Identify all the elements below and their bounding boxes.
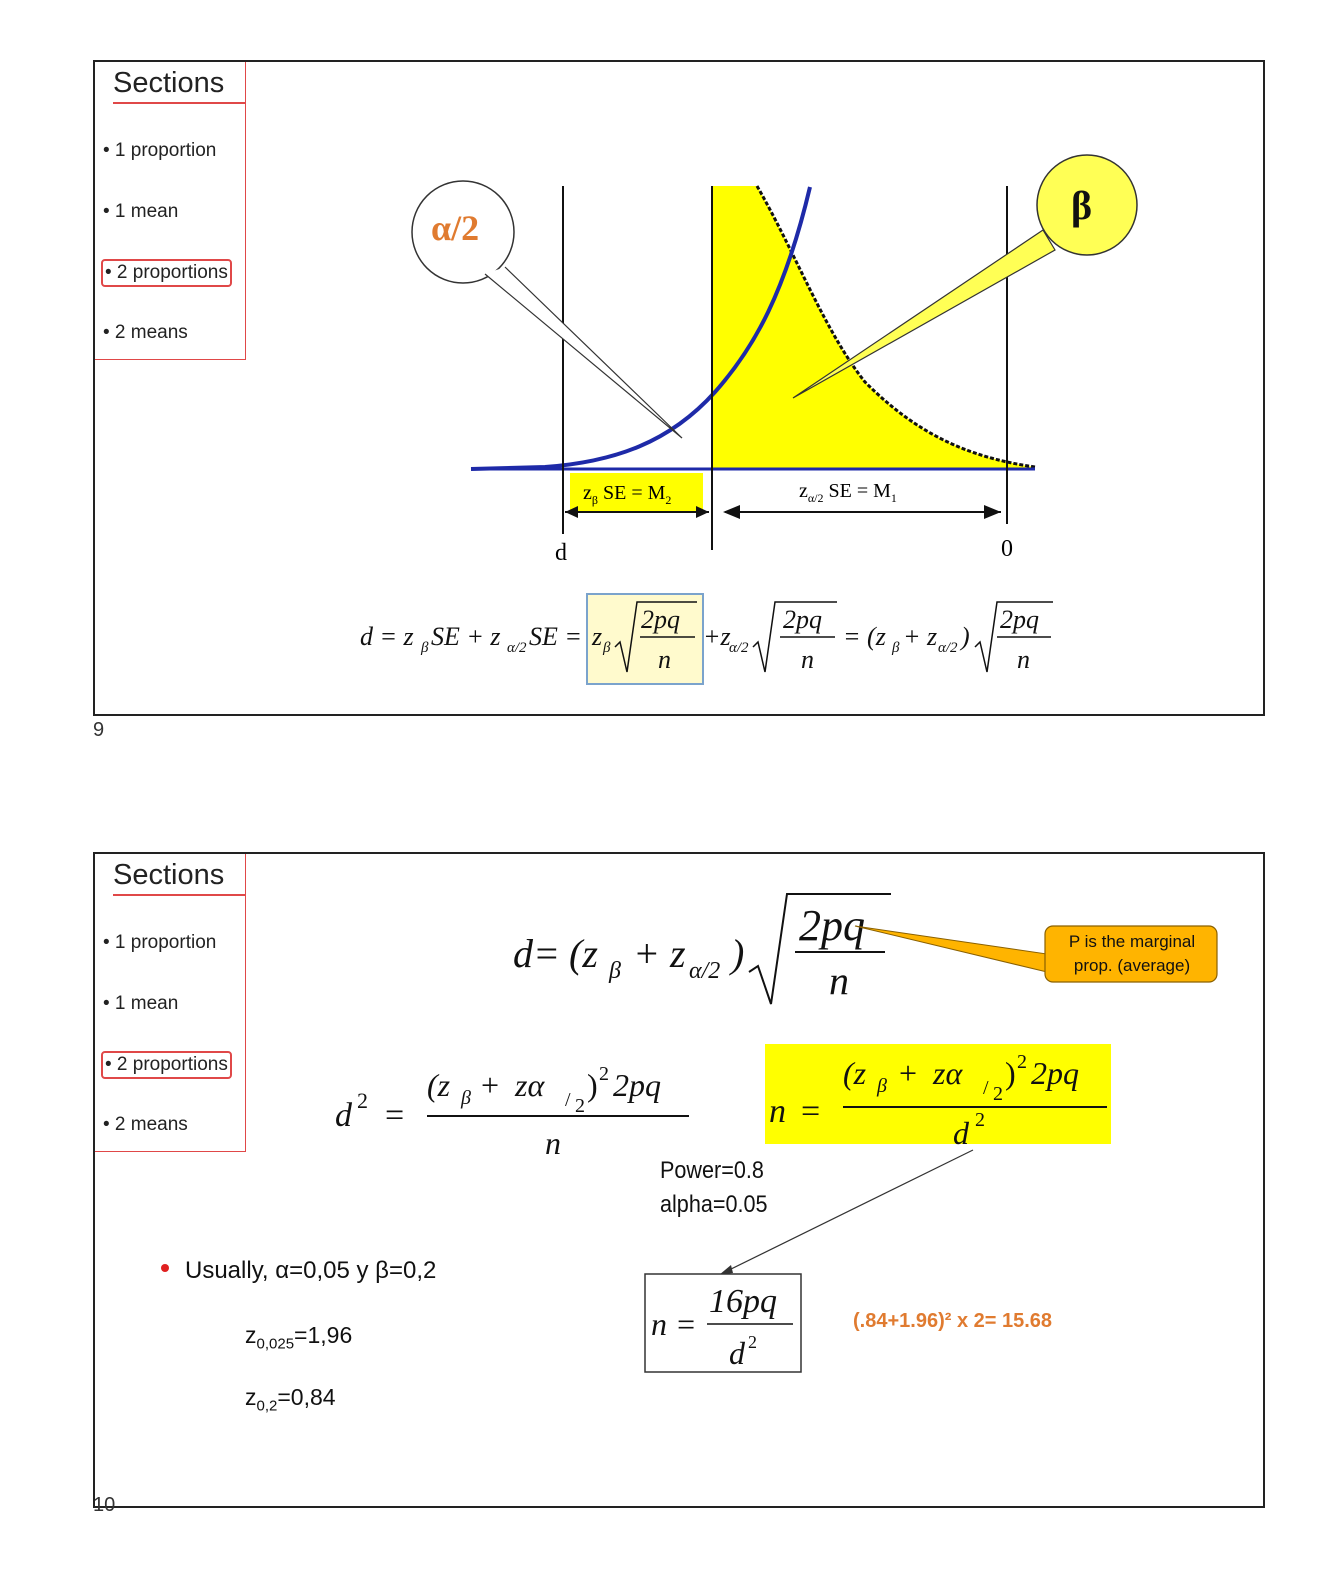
- svg-text:2: 2: [975, 1109, 985, 1131]
- svg-text:β: β: [892, 640, 900, 656]
- svg-text:+z: +z: [703, 622, 731, 651]
- svg-text:SE + z: SE + z: [431, 622, 501, 651]
- axis-label-0: 0: [1001, 536, 1013, 562]
- svg-text:d: d: [729, 1335, 745, 1371]
- slide-9: [93, 60, 1265, 716]
- svg-text:+ z: + z: [903, 622, 938, 651]
- top-formula: [513, 894, 891, 1004]
- svg-text:16pq: 16pq: [709, 1283, 777, 1320]
- svg-text:=: =: [801, 1093, 821, 1130]
- svg-text:2: 2: [599, 1063, 609, 1085]
- usually-bullet-text: Usually, α=0,05 y β=0,2: [185, 1257, 437, 1284]
- alpha-line: alpha=0.05: [660, 1191, 768, 1218]
- alpha-se-label: $z_{\alpha/2}$ SE = $M_1$: [799, 480, 897, 505]
- svg-text:2pq: 2pq: [783, 605, 822, 634]
- main-formula: [360, 602, 1053, 674]
- section-item-2-proportions[interactable]: • 2 proportions: [101, 1051, 232, 1079]
- section-item-2-means[interactable]: • 2 means: [103, 1114, 188, 1135]
- svg-text:SE =: SE =: [529, 622, 582, 651]
- beta-callout-label: β: [1071, 183, 1093, 228]
- beta-se-label: $z_\beta$ SE = $M_2$: [583, 482, 672, 507]
- svg-text:2: 2: [575, 1095, 585, 1117]
- alpha-callout-label: α/2: [431, 208, 480, 248]
- svg-text:d=: d=: [513, 931, 560, 976]
- section-item-1-proportion[interactable]: • 1 proportion: [103, 932, 217, 953]
- svg-text:/: /: [983, 1077, 989, 1099]
- axis-label-d: d: [555, 540, 567, 566]
- svg-text:n =: n =: [651, 1306, 697, 1342]
- svg-text:(z: (z: [569, 931, 598, 976]
- svg-text:/: /: [565, 1089, 571, 1111]
- svg-text:α/2: α/2: [938, 640, 958, 656]
- svg-text:n: n: [545, 1125, 561, 1161]
- svg-text:α/2: α/2: [689, 958, 721, 984]
- svg-text:β: β: [421, 640, 429, 656]
- svg-text:2pq: 2pq: [1000, 605, 1039, 634]
- svg-text:β: β: [461, 1087, 471, 1109]
- page-number-10: 10: [93, 1494, 116, 1516]
- z-0025-value: $z_{0,025}=1,96$: [245, 1322, 353, 1353]
- svg-text:α/2: α/2: [507, 640, 527, 656]
- red-bullet: [161, 1264, 169, 1272]
- svg-text:=: =: [385, 1097, 405, 1134]
- svg-text:2pq: 2pq: [613, 1067, 661, 1103]
- power-alpha-text: [660, 1154, 768, 1222]
- section-item-1-mean[interactable]: • 1 mean: [103, 993, 179, 1014]
- svg-text:d = z: d = z: [360, 622, 414, 651]
- svg-text:= (z: = (z: [843, 622, 886, 651]
- svg-text:α/2: α/2: [729, 640, 749, 656]
- svg-text:n: n: [829, 958, 849, 1003]
- section-item-2-means[interactable]: • 2 means: [103, 322, 188, 343]
- d2-formula: [335, 1063, 689, 1161]
- svg-text:zα: zα: [515, 1067, 545, 1103]
- page-number-9: 9: [93, 719, 105, 741]
- distribution-figure: [95, 62, 1265, 716]
- svg-text:2pq: 2pq: [799, 901, 865, 950]
- svg-text:d: d: [335, 1097, 352, 1134]
- power-line: Power=0.8: [660, 1157, 764, 1184]
- calculation-text: (.84+1.96)² x 2= 15.68: [853, 1310, 1053, 1332]
- svg-text:2pq: 2pq: [641, 605, 680, 634]
- section-item-1-mean[interactable]: • 1 mean: [103, 201, 179, 222]
- section-item-1-proportion[interactable]: • 1 proportion: [103, 140, 217, 161]
- svg-text:): ): [961, 622, 970, 651]
- sections-title: Sections: [113, 856, 245, 896]
- svg-text:2: 2: [993, 1083, 1003, 1105]
- svg-text:z: z: [592, 622, 603, 651]
- svg-text:n: n: [801, 645, 814, 674]
- svg-text:n: n: [1017, 645, 1030, 674]
- svg-text:+ z: + z: [633, 931, 686, 976]
- svg-text:β: β: [609, 958, 621, 984]
- svg-text:2pq: 2pq: [1031, 1055, 1079, 1091]
- z-02-value: $z_{0,2}=0,84$: [245, 1384, 336, 1415]
- slide-10: [93, 852, 1265, 1508]
- svg-text:): ): [731, 931, 745, 976]
- svg-text:n: n: [769, 1093, 786, 1130]
- svg-text:d: d: [953, 1115, 969, 1151]
- svg-text:β: β: [603, 640, 611, 656]
- svg-text:(z: (z: [427, 1067, 451, 1103]
- svg-text:2: 2: [357, 1088, 368, 1113]
- svg-text:+: +: [481, 1067, 500, 1103]
- marginal-prop-note: P is the marginal prop. (average): [1068, 932, 1196, 975]
- svg-text:β: β: [877, 1075, 887, 1097]
- sections-title: Sections: [113, 64, 245, 104]
- svg-text:2: 2: [748, 1332, 757, 1352]
- svg-text:(z: (z: [843, 1055, 867, 1091]
- svg-text:n: n: [658, 645, 671, 674]
- svg-text:zα: zα: [933, 1055, 963, 1091]
- svg-text:2: 2: [1017, 1051, 1027, 1073]
- svg-text:): ): [1005, 1055, 1016, 1091]
- note-pointer: [855, 926, 1047, 972]
- svg-text:): ): [587, 1067, 598, 1103]
- section-item-2-proportions[interactable]: • 2 proportions: [101, 259, 232, 287]
- svg-text:+: +: [899, 1055, 918, 1091]
